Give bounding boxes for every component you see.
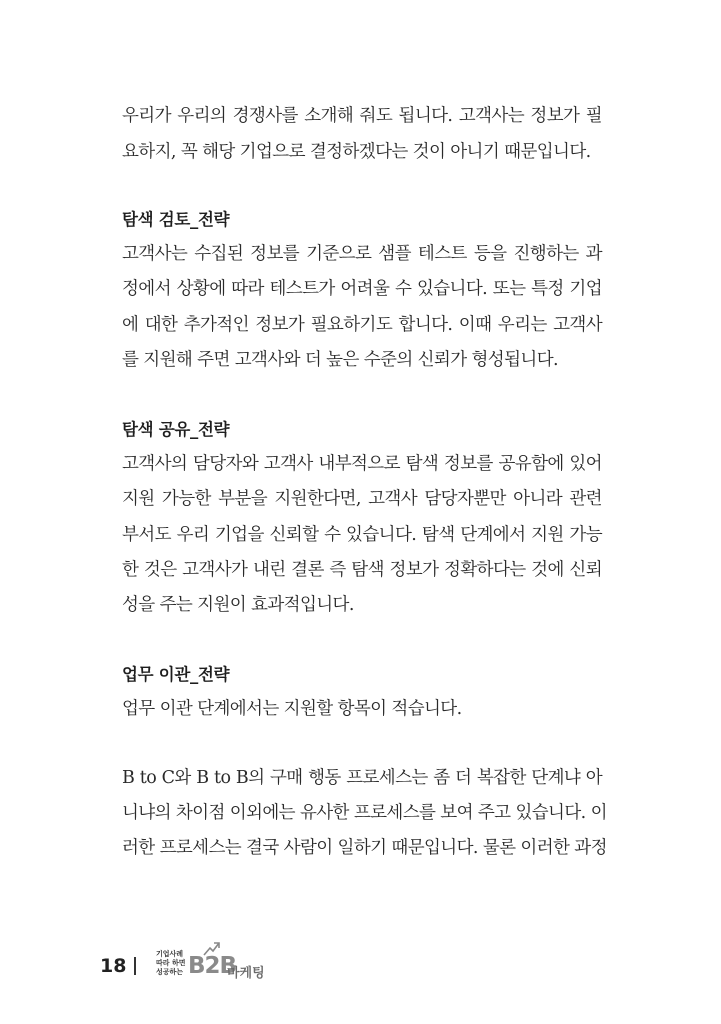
book-title-sub [156, 950, 186, 977]
page-footer [100, 940, 400, 990]
body-line: 한 것은 고객사가 내린 결론 즉 탐색 정보가 정확하다는 것에 신뢰 [122, 560, 602, 580]
section-heading-share: 탐색 공유_전략 [122, 420, 230, 439]
book-sub-line: 성공하는 [156, 968, 184, 976]
book-sub-line: 기업사례 [156, 950, 184, 958]
body-line: 업무 이관 단계에서는 지원할 항목이 적습니다. [122, 699, 462, 719]
page-number: 18 [100, 955, 127, 977]
section-heading-transfer: 업무 이관_전략 [122, 665, 230, 684]
body-line: 지원 가능한 부분을 지원한다면, 고객사 담당자뿐만 아니라 관련 [122, 489, 602, 509]
body-line: 부서도 우리 기업을 신뢰할 수 있습니다. 탐색 단계에서 지원 가능 [122, 525, 602, 545]
body-line: 를 지원해 주면 고객사와 더 높은 수준의 신뢰가 형성됩니다. [122, 350, 558, 370]
footer-divider [134, 957, 136, 975]
book-title-b2b: B2B [188, 953, 237, 979]
body-line: 러한 프로세스는 결국 사람이 일하기 때문입니다. 물론 이러한 과정 [122, 838, 607, 858]
book-sub-line: 따라 하면 [156, 959, 186, 967]
body-line: 요하지, 꼭 해당 기업으로 결정하겠다는 것이 아니기 때문입니다. [122, 142, 591, 162]
body-line: 우리가 우리의 경쟁사를 소개해 줘도 됩니다. 고객사는 정보가 필 [122, 106, 602, 126]
body-line: 고객사는 수집된 정보를 기준으로 샘플 테스트 등을 진행하는 과 [122, 244, 602, 264]
body-line: 고객사의 담당자와 고객사 내부적으로 탐색 정보를 공유함에 있어 [122, 454, 602, 474]
body-line: 에 대한 추가적인 정보가 필요하기도 합니다. 이때 우리는 고객사 [122, 315, 602, 335]
body-line: 니냐의 차이점 이외에는 유사한 프로세스를 보여 주고 있습니다. 이 [122, 803, 607, 823]
body-line: 성을 주는 지원이 효과적입니다. [122, 595, 354, 615]
body-line: B to C와 B to B의 구매 행동 프로세스는 좀 더 복잡한 단계냐 아 [122, 768, 602, 788]
book-title-marketing: 마케팅 [227, 966, 265, 981]
body-line: 정에서 상황에 따라 테스트가 어려울 수 있습니다. 또는 특정 기업 [122, 279, 602, 299]
section-heading-review: 탐색 검토_전략 [122, 210, 230, 229]
